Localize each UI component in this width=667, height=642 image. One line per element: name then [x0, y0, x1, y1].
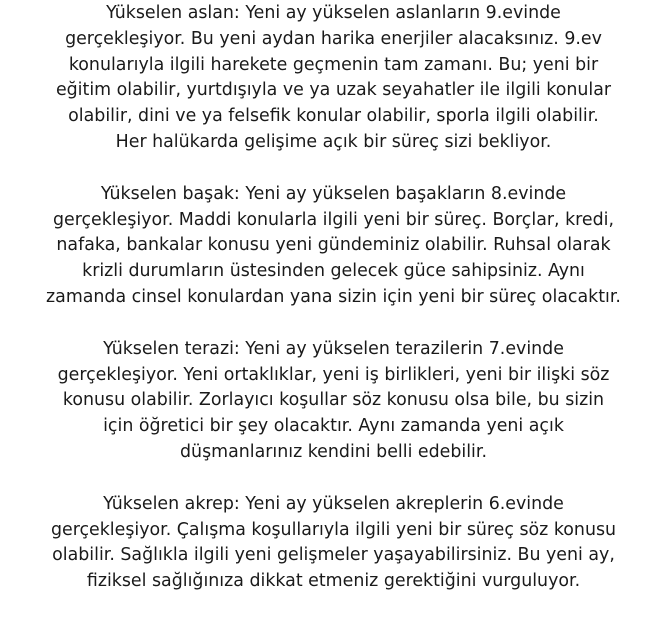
paragraph-yukselen-basak — [0, 182, 667, 311]
text-line: olabilir. Sağlıkla ilgili yeni gelişmeler yaşayabilirsiniz. Bu yeni ay, — [52, 545, 615, 566]
text-line: Her halükarda gelişime açık bir süreç sizi bekliyor. — [115, 131, 552, 152]
text-line: konusu olabilir. Zorlayıcı koşullar söz konusu olsa bile, bu sizin — [62, 390, 605, 411]
text-line: Yükselen terazi: Yeni ay yükselen terazilerin 7.evinde — [103, 338, 564, 359]
text-line: Yükselen aslan: Yeni ay yükselen aslanların 9.evinde — [106, 3, 561, 23]
text-line: gerçekleşiyor. Yeni ortaklıklar, yeni iş birlikleri, yeni bir ilişki söz — [57, 364, 610, 385]
text-line: Yükselen başak: Yeni ay yükselen başakların 8.evinde — [100, 183, 567, 204]
paragraph-yukselen-terazi — [0, 337, 667, 466]
text-line: gerçekleşiyor. Çalışma koşullarıyla ilgili yeni bir süreç söz konusu — [50, 519, 617, 540]
text-line: zamanda cinsel konulardan yana sizin için yeni bir süreç olacaktır. — [46, 286, 621, 307]
paragraph-yukselen-akrep — [0, 492, 667, 595]
text-line: Yükselen akrep: Yeni ay yükselen akreplerin 6.evinde — [103, 493, 564, 514]
text-line: fiziksel sağlığınıza dikkat etmeniz gerektiğini vurguluyor. — [86, 571, 581, 592]
text-line: gerçekleşiyor. Maddi konularla ilgili yeni bir süreç. Borçlar, kredi, — [52, 209, 615, 230]
text-line: krizli durumların üstesinden gelecek güce sahipsiniz. Aynı — [82, 261, 585, 282]
text-line: gerçekleşiyor. Bu yeni aydan harika enerjiler alacaksınız. 9.ev — [65, 28, 602, 49]
text-line: nafaka, bankalar konusu yeni gündeminiz olabilir. Ruhsal olarak — [56, 235, 611, 256]
text-line: düşmanlarınız kendini belli edebilir. — [180, 441, 487, 462]
paragraph-yukselen-aslan — [0, 1, 667, 156]
text-line: olabilir, dini ve ya felsefik konular olabilir, sporla ilgili olabilir. — [68, 106, 599, 127]
text-line: eğitim olabilir, yurtdışıyla ve ya uzak seyahatler ile ilgili konular — [55, 80, 612, 101]
text-line: konularıyla ilgili harekete geçmenin tam zamanı. Bu; yeni bir — [68, 54, 599, 75]
text-line: için öğretici bir şey olacaktır. Aynı zamanda yeni açık — [103, 416, 564, 437]
